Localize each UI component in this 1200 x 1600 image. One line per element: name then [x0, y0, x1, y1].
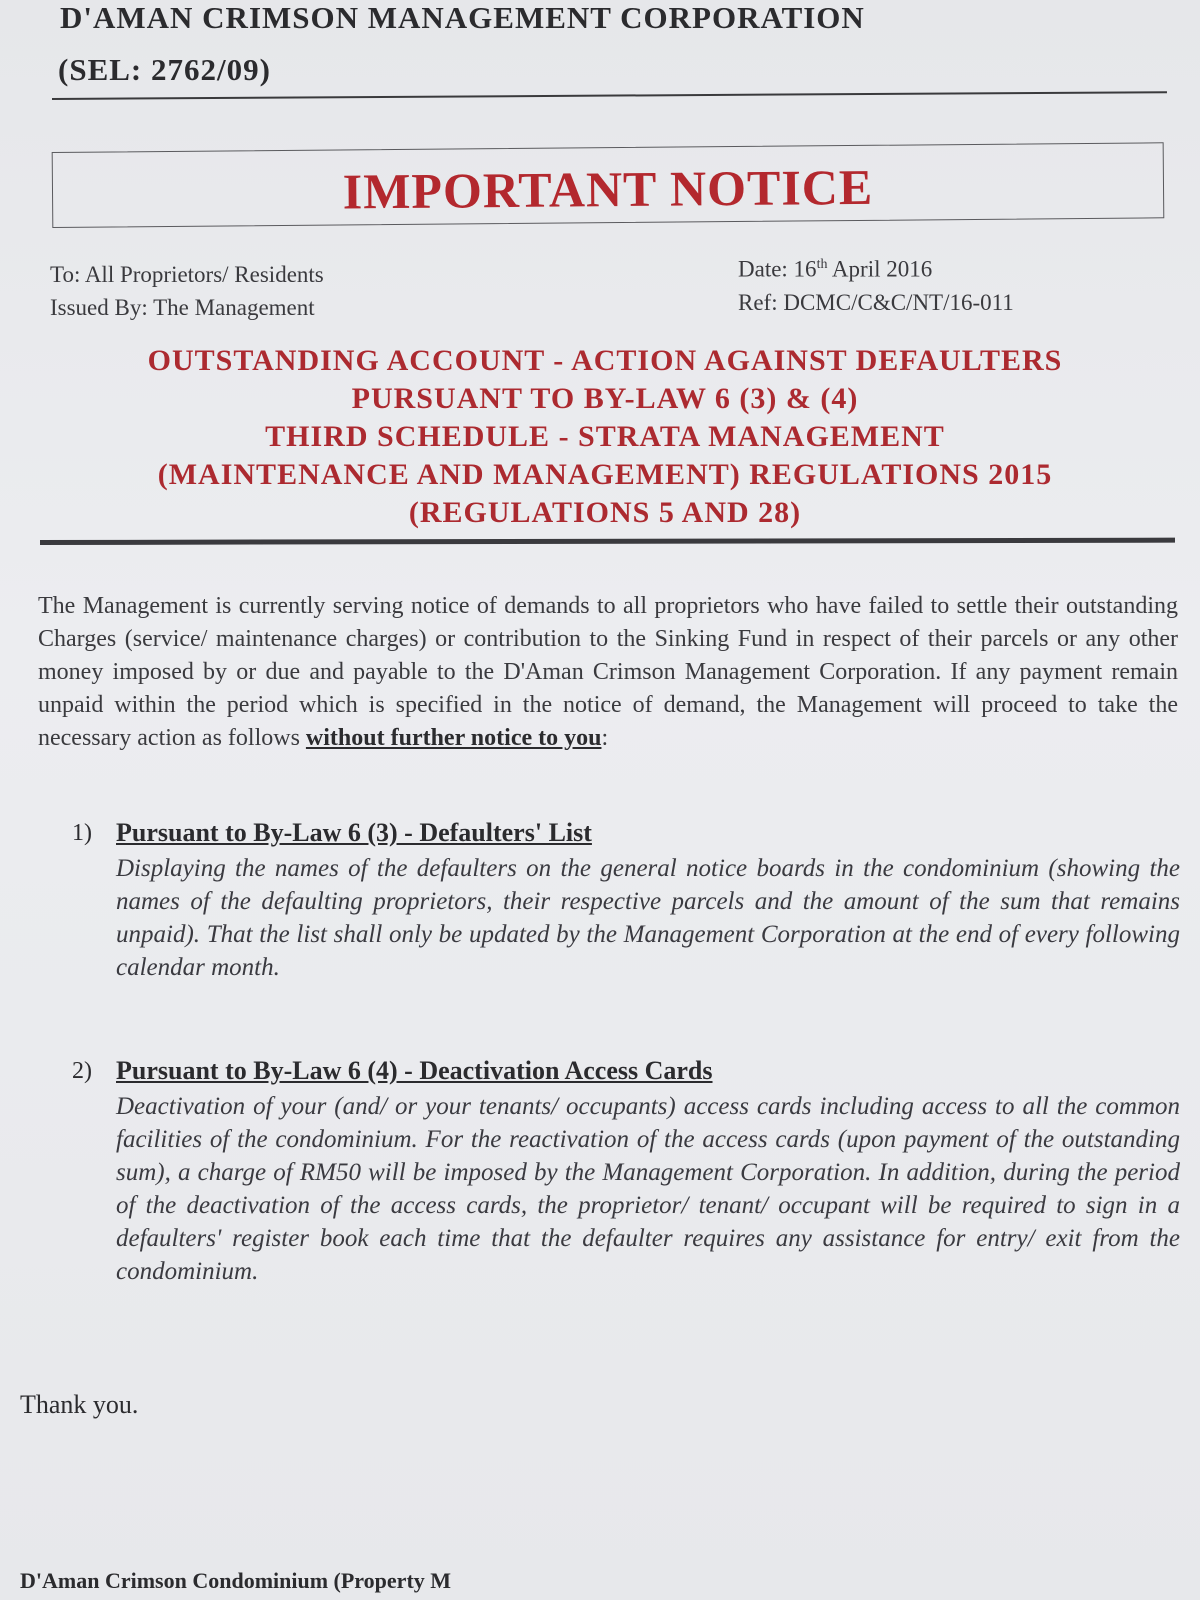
- closing-text: Thank you.: [20, 1390, 139, 1419]
- header-divider: [52, 91, 1167, 100]
- item-heading: Pursuant to By-Law 6 (3) - Defaulters' List: [116, 818, 592, 847]
- footer-text: D'Aman Crimson Condominium (Property M: [20, 1568, 452, 1593]
- subject-line-1: OUTSTANDING ACCOUNT - ACTION AGAINST DEFAULTERS: [147, 344, 1063, 377]
- date-line: Date: 16th April 2016: [738, 256, 933, 282]
- item-body: Displaying the names of the defaulters on the general notice boards in the condominium (showing the names of the defaulting proprietors, their respective parcels and the amount of the sum that remains unpaid). That the list shall only be updated by the Management Corporation at the end of every following calendar month.: [116, 855, 1180, 981]
- subject-line-2: PURSUANT TO BY-LAW 6 (3) & (4): [351, 382, 859, 415]
- subject-divider: [40, 538, 1175, 545]
- notice-title: IMPORTANT NOTICE: [342, 158, 874, 220]
- reference-line: Ref: DCMC/C&C/NT/16-011: [738, 289, 1014, 315]
- subject-line-3: THIRD SCHEDULE - STRATA MANAGEMENT: [265, 420, 945, 453]
- intro-emphasis: without further notice to you: [305, 725, 602, 751]
- subject-line-4: (MAINTENANCE AND MANAGEMENT) REGULATIONS 2015: [157, 458, 1053, 491]
- notice-subject: [40, 342, 1170, 532]
- item-body: Deactivation of your (and/ or your tenants/ occupants) access cards including access to all the common facilities of the condominium. For the reactivation of the access cards (upon payment of the outstanding sum), a charge of RM50 will be imposed by the Management Corporation. In addition, during the period of the deactivation of the access cards, the proprietor/ tenant/ occupant will be required to sign in a defaulters' register book each time that the defaulter requires any assistance for entry/ exit from the condominium.: [116, 1093, 1180, 1285]
- issuer-line: Issued By: The Management: [50, 295, 315, 320]
- subject-line-5: (REGULATIONS 5 AND 28): [408, 496, 802, 529]
- item-number: 1): [72, 820, 92, 846]
- organization-name: D'AMAN CRIMSON MANAGEMENT CORPORATION: [60, 0, 865, 35]
- date-ref-block: [738, 248, 1014, 319]
- organization-sel-number: (SEL: 2762/09): [58, 52, 271, 87]
- intro-paragraph: The Management is currently serving notice of demands to all proprietors who have failed to settle their outstanding Charges (service/ maintenance charges) or contribution to the Sinking Fund in respect of their parcels or any other money imposed by or due and payable to the D'Aman Crimson Management Corporation. If any payment remain unpaid within the period which is specified in the notice of demand, the Management will proceed to take the necessary action as follows without further notice to you:: [38, 593, 1178, 751]
- item-heading: Pursuant to By-Law 6 (4) - Deactivation Access Cards: [116, 1056, 713, 1085]
- recipient-line: To: All Proprietors/ Residents: [50, 262, 324, 287]
- recipient-block: [50, 258, 324, 324]
- item-number: 2): [72, 1058, 92, 1084]
- notice-title-box: [52, 142, 1165, 228]
